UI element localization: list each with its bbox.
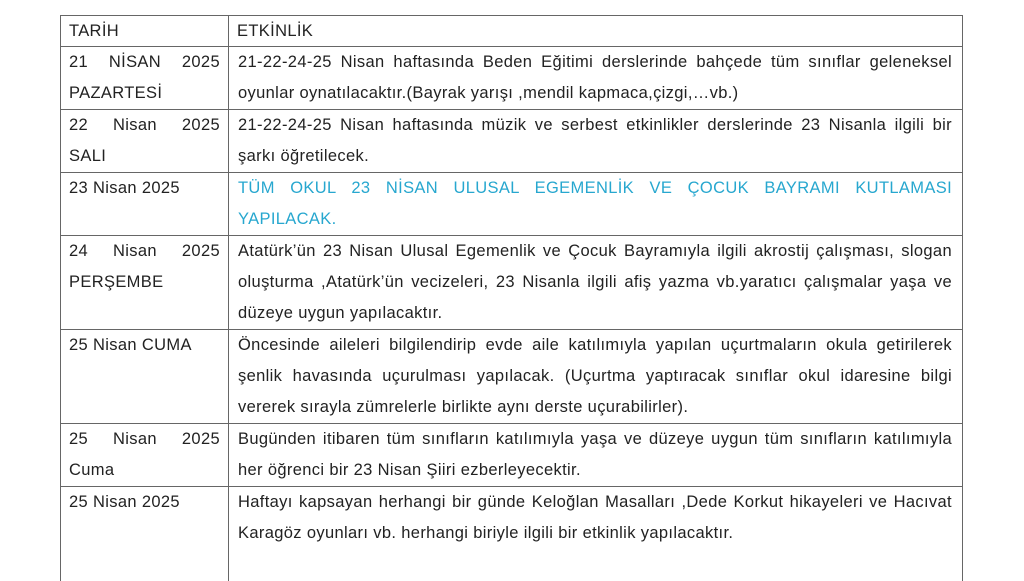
activity-schedule-table <box>60 15 963 581</box>
row-activity: Haftayı kapsayan herhangi bir günde Keloğlan Masalları ,Dede Korkut hikayeleri ve Hacıvat Karagöz oyunları vb. herhangi biriyle ilgili bir etkinlik yapılacaktır. <box>229 487 963 581</box>
table-row <box>61 173 963 236</box>
row-activity: Atatürk’ün 23 Nisan Ulusal Egemenlik ve Çocuk Bayramıyla ilgili akrostij çalışması, slogan oluşturma ,Atatürk’ün vecizeleri, 23 Nisanla ilgili afiş yazma vb.yaratıcı çalışmalar yaşa ve düzeye uygun yapılacaktır. <box>229 236 963 330</box>
table-row <box>61 330 963 424</box>
row-activity: Öncesinde aileleri bilgilendirip evde aile katılımıyla yapılan uçurtmaların okula getirilerek şenlik havasında uçurulması yapılacak. (Uçurtma yaptıracak sınıflar okul idaresine bilgi vererek sırayla zümrelerle birlikte aynı derste uçurabilirler). <box>229 330 963 424</box>
row-date: 25 Nisan 2025 Cuma <box>61 424 229 487</box>
table-row <box>61 424 963 487</box>
row-activity: Bugünden itibaren tüm sınıfların katılımıyla yaşa ve düzeye uygun tüm sınıfların katılımıyla her öğrenci bir 23 Nisan Şiiri ezberleyecektir. <box>229 424 963 487</box>
row-activity: 21-22-24-25 Nisan haftasında müzik ve serbest etkinlikler derslerinde 23 Nisanla ilgili bir şarkı öğretilecek. <box>229 110 963 173</box>
table-row <box>61 487 963 581</box>
row-activity-highlighted: TÜM OKUL 23 NİSAN ULUSAL EGEMENLİK VE ÇOCUK BAYRAMI KUTLAMASI YAPILACAK. <box>229 173 963 236</box>
table-header-row <box>61 16 963 47</box>
row-date: 23 Nisan 2025 <box>61 173 229 236</box>
header-activity: ETKİNLİK <box>229 16 963 47</box>
header-date: TARİH <box>61 16 229 47</box>
table-row <box>61 236 963 330</box>
row-date: 25 Nisan CUMA <box>61 330 229 424</box>
row-date: 22 Nisan 2025 SALI <box>61 110 229 173</box>
table-row <box>61 110 963 173</box>
row-date: 24 Nisan 2025 PERŞEMBE <box>61 236 229 330</box>
row-date: 21 NİSAN 2025 PAZARTESİ <box>61 47 229 110</box>
table-row <box>61 47 963 110</box>
row-activity: 21-22-24-25 Nisan haftasında Beden Eğitimi derslerinde bahçede tüm sınıflar geleneksel oyunlar oynatılacaktır.(Bayrak yarışı ,mendil kapmaca,çizgi,…vb.) <box>229 47 963 110</box>
row-date: 25 Nisan 2025 <box>61 487 229 581</box>
